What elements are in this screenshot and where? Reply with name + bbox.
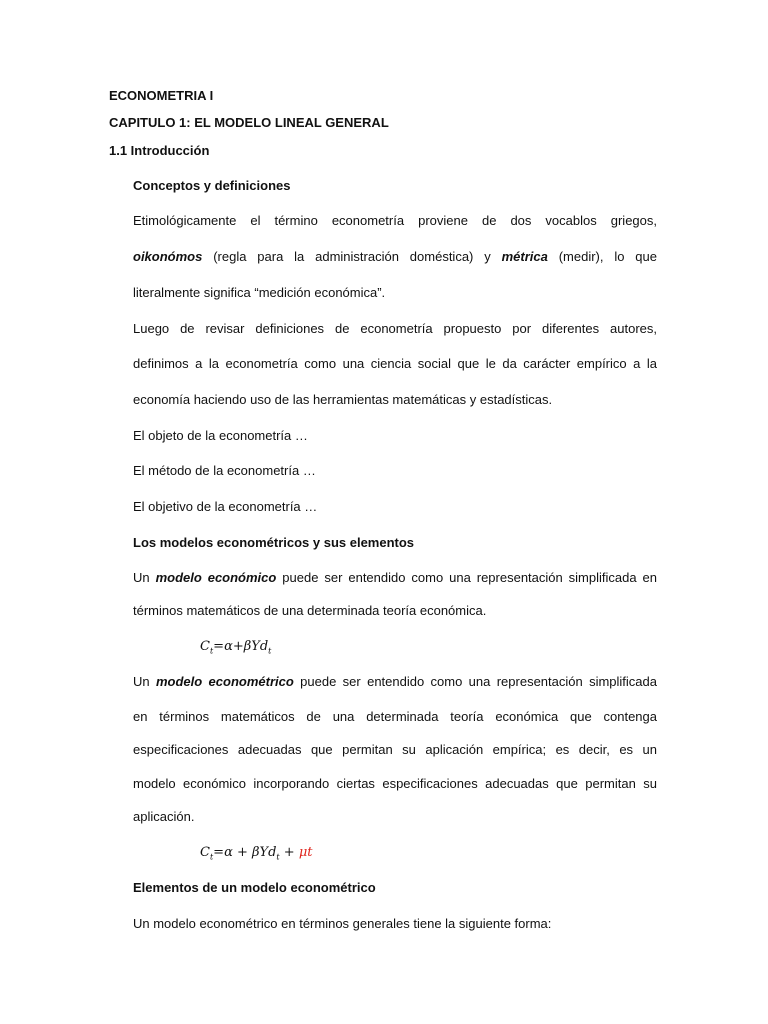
paragraph-econ-model-line1 <box>133 570 657 586</box>
paragraph-ecmt-model-line5: aplicación. <box>133 809 195 824</box>
paragraph-definition-line2: definimos a la econometría como una ciencia social que le da carácter empírico a la <box>133 356 657 371</box>
subtitle-concepts: Conceptos y definiciones <box>133 178 291 193</box>
chapter-title: CAPITULO 1: EL MODELO LINEAL GENERAL <box>109 115 389 130</box>
etymology-text-end: (medir), lo que <box>558 249 657 264</box>
term-modelo-econometrico: modelo econométrico <box>155 674 294 689</box>
formula1-sub1: t <box>209 646 214 656</box>
course-title: ECONOMETRIA I <box>109 88 214 103</box>
etymology-text-mid: (regla para la administración doméstica) y <box>213 249 491 264</box>
objeto-line: El objeto de la econometría … <box>133 428 308 443</box>
paragraph-definition-line1: Luego de revisar definiciones de econometría propuesto por diferentes autores, <box>133 321 657 336</box>
term-modelo-economico: modelo económico <box>155 570 277 585</box>
formula2-error-term: μt <box>298 845 313 860</box>
paragraph-etymology-line2 <box>133 249 657 265</box>
ecmt-text-rest: puede ser entendido como una representación simplificada <box>300 674 657 689</box>
ecmt-prefix: Un <box>133 674 150 689</box>
formula1-sub2: t <box>268 646 272 656</box>
econ-prefix: Un <box>133 570 150 585</box>
paragraph-ecmt-model-line4: modelo económico incorporando ciertas especificaciones adecuadas que permitan su <box>133 776 657 791</box>
paragraph-ecmt-model-line2: en términos matemáticos de una determinada teoría económica que contenga <box>133 709 657 724</box>
formula1-lhs: C <box>200 639 210 654</box>
paragraph-definition-line3: economía haciendo uso de las herramientas matemáticas y estadísticas. <box>133 392 553 407</box>
formula-consumption-error <box>200 845 313 866</box>
subtitle-models: Los modelos econométricos y sus elementos <box>133 535 415 550</box>
term-oikonomos: oikonómos <box>133 249 203 264</box>
paragraph-ecmt-model-line3: especificaciones adecuadas que permitan su aplicación empírica; es decir, es un <box>133 742 657 757</box>
formula2-sub2: t <box>276 852 280 862</box>
term-metrica: métrica <box>501 249 548 264</box>
section-title: 1.1 Introducción <box>109 143 210 158</box>
econ-text-rest: puede ser entendido como una representación simplificada en <box>282 570 657 585</box>
objetivo-line: El objetivo de la econometría … <box>133 499 318 514</box>
subtitle-elements: Elementos de un modelo econométrico <box>133 880 376 895</box>
formula-consumption <box>200 639 271 660</box>
formula1-rhs: =α+βYd <box>213 639 269 654</box>
paragraph-ecmt-model-line1 <box>133 674 657 690</box>
formula2-rhs: =α + βYd <box>213 845 277 860</box>
elements-line1: Un modelo econométrico en términos generales tiene la siguiente forma: <box>133 916 552 931</box>
formula2-sub1: t <box>209 852 214 862</box>
metodo-line: El método de la econometría … <box>133 463 316 478</box>
formula2-lhs: C <box>200 845 210 860</box>
paragraph-econ-model-line2: términos matemáticos de una determinada teoría económica. <box>133 603 487 618</box>
formula2-plus: + <box>279 845 299 860</box>
paragraph-etymology-line3: literalmente significa “medición económica”. <box>133 285 386 300</box>
paragraph-etymology-line1: Etimológicamente el término econometría proviene de dos vocablos griegos, <box>133 213 657 228</box>
